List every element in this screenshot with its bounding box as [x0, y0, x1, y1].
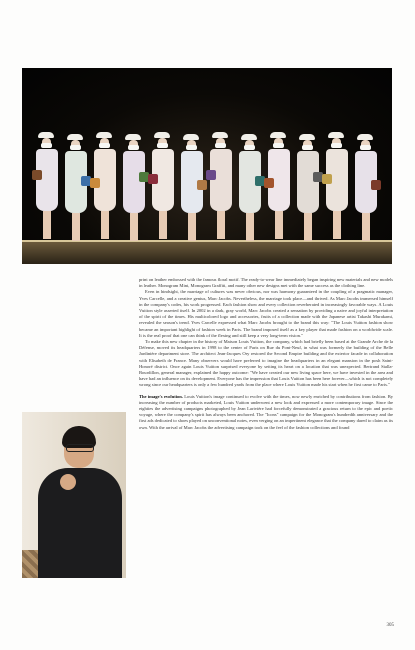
handbag: [206, 170, 216, 180]
face-mask: [273, 143, 284, 148]
handbag: [371, 180, 381, 190]
face-mask: [360, 145, 371, 150]
model-legs: [362, 213, 370, 241]
model-legs: [72, 213, 80, 241]
face-mask: [215, 143, 226, 148]
article-text: [139, 277, 393, 431]
section-heading: The image's evolution.: [139, 393, 183, 399]
model-dress: [210, 149, 232, 211]
handbag: [197, 180, 207, 190]
handbag: [148, 174, 158, 184]
face-mask: [128, 145, 139, 150]
face-mask: [302, 145, 313, 150]
runway-floor: [22, 242, 392, 264]
section-paragraph: [139, 394, 393, 431]
face-mask: [41, 143, 52, 148]
model-legs: [217, 211, 225, 239]
portrait-hand: [60, 474, 76, 490]
portrait-glasses: [66, 444, 94, 452]
face-mask: [331, 143, 342, 148]
section-text: Louis Vuitton's image continued to evolve with the times, now newly enriched by contributions from fashion. By increasing the number of products marketed, Louis Vuitton underwent a new look and expressed a more contemporary image. Since the eighties the advertising campaigns photographed by Jean Larivière had forcefully demonstrated a gracious return to the epic and poetic voyage, where the company's spirit has always been anchored. The "Icons" campaign for the Monogram's hundredth anniversary and the first ads dedicated to shoes played on unconventional notes, even verging on an impertinent elegance that the company dared to claim as its own. With the arrival of Marc Jacobs the advertising campaign took on the feel of the fashion collections and found: [139, 393, 394, 430]
model-dress: [297, 151, 319, 213]
model-dress: [36, 149, 58, 211]
model-legs: [275, 211, 283, 239]
model-legs: [246, 213, 254, 241]
page-number: 305: [386, 623, 394, 628]
runway-photo: [22, 68, 392, 264]
face-mask: [157, 143, 168, 148]
face-mask: [186, 145, 197, 150]
model-legs: [188, 213, 196, 241]
paragraph-2: Even in hindsight, the marriage of cultures was never obvious, nor was harmony guaranteed in the coupling of a pragmatic manager, Yves Carcelle, and a creative genius, Marc Jacobs. Nevertheless, the marriage took place—and thrived. As Marc Jacobs immersed himself in the company's codes, his work progressed. Each fashion show and every collection reverberated in increasingly favorable ways. A Louis Vuitton style asserted itself. In 2002 in a dark, gray world, Marc Jacobs created a sensation by providing a naive and joyful interpretation of the spirit of the times. His multicolored logo and accessories, fruits of a collection made with the Japanese artist Takashi Murakami, revealed the season's trend. Yves Carcelle expressed what Marc Jacobs brought to the brand this way: "The Louis Vuitton fashion show became an important highlight of fashion week in Paris. The brand imposed itself as a key player that made fashion on a worldwide scale. It is the real proof that one can think of the flexing and still keep a very long-term vision.": [139, 289, 393, 338]
model-legs: [43, 211, 51, 239]
paragraph-3: To make this new chapter in the history of Maison Louis Vuitton, the company, which had briefly been based at the Grande Arche de la Défense, moved its headquarters in 1998 to the center of Paris on Rue du Pont-Neuf, in what was formerly the building of the Belle Jardinière department store. The architect Jean-Jacques Ory restored the Second Empire building and the exterior facade in collaboration with Elisabeth de France. Many observers would have preferred to imagine the headquarters in an elegant mansion in the posh Saint-Honoré district. Once again Louis Vuitton surprised everyone by setting its heart on a location that was unexpected. Bertrand Stalla-Bourdillon, general manager, explained the happy outcome: "We have created our new living space here, we have invested in the area and have had an influence on its development. Everyone has the impression that Louis Vuitton has been here forever—which is not completely wrong since our headquarters is only a few hundred yards from the place where Louis Vuitton made his start when he first came to Paris.": [139, 339, 393, 388]
handbag: [90, 178, 100, 188]
model-legs: [101, 211, 109, 239]
model-legs: [333, 211, 341, 239]
handbag: [322, 174, 332, 184]
model-legs: [159, 211, 167, 239]
handbag: [32, 170, 42, 180]
model-legs: [304, 213, 312, 241]
model-legs: [130, 213, 138, 241]
face-mask: [70, 145, 81, 150]
portrait-photo: [22, 412, 126, 578]
portrait-sweater: [38, 468, 122, 578]
face-mask: [244, 145, 255, 150]
paragraph-1: print on leather embossed with the famous floral motif. The ready-to-wear line immediately began inspiring new materials and new models in leather. Monogram Mini, Monogram Graffiti, and many other new designs met with the same success as the clothing line.: [139, 277, 393, 289]
model-dress: [123, 151, 145, 213]
handbag: [264, 178, 274, 188]
face-mask: [99, 143, 110, 148]
